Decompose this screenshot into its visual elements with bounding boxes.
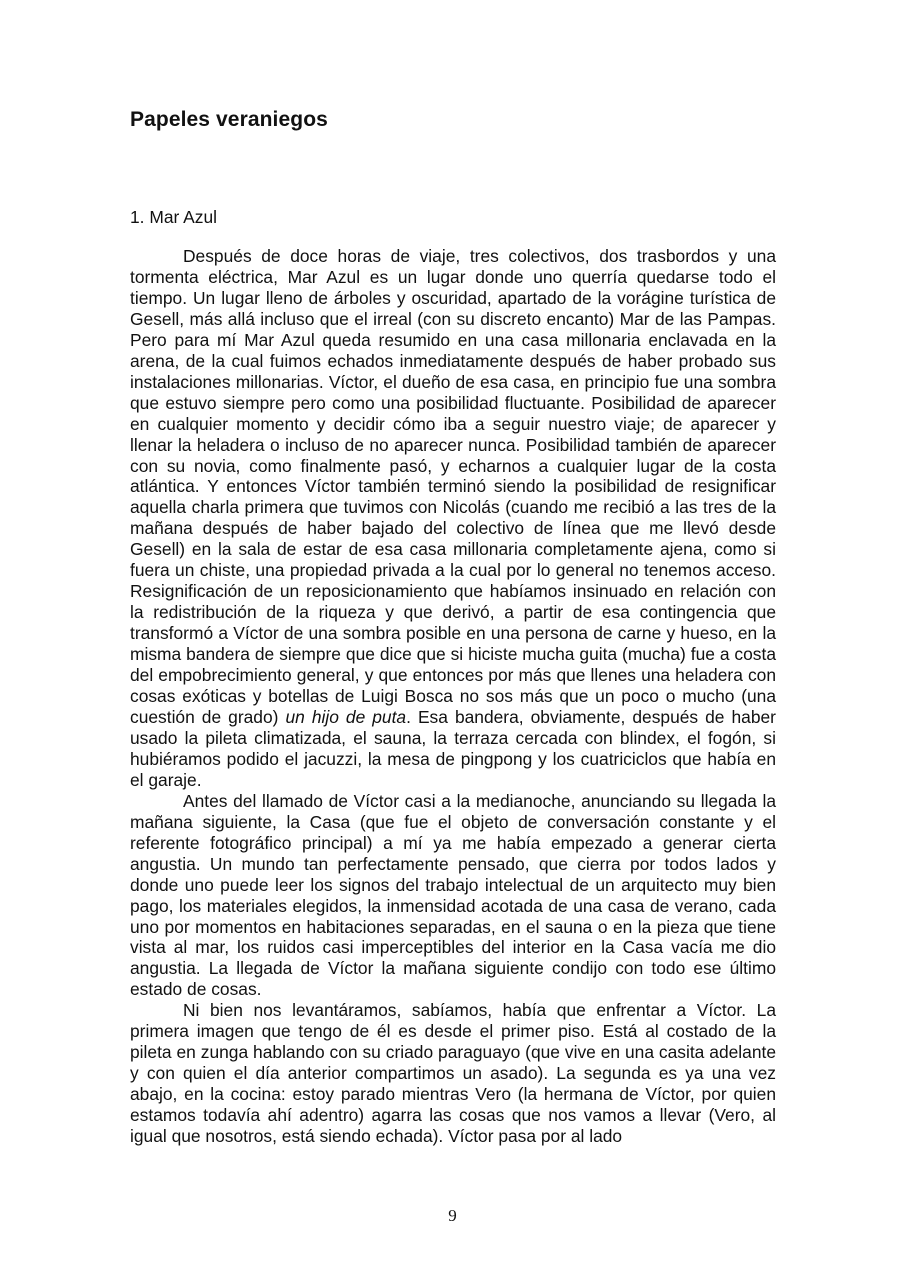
paragraph-1-text: Después de doce horas de viaje, tres colectivos, dos trasbordos y una tormenta eléctrica, Mar Azul es un lugar donde uno querría quedarse todo el tiempo. Un lugar lleno de árboles y oscuridad, apartado de la vorágine turística de Gesell, más allá incluso que el irreal (con su discreto encanto) Mar de las Pampas. Pero para mí Mar Azul queda resumido en una casa millonaria enclavada en la arena, de la cual fuimos echados inmediatamente después de haber probado sus instalaciones millonarias. Víctor, el dueño de esa casa, en principio fue una sombra que estuvo siempre pero como una posibilidad fluctuante. Posibilidad de aparecer en cualquier momento y decidir cómo iba a seguir nuestro viaje; de aparecer y llenar la heladera o incluso de no aparecer nunca. Posibilidad también de aparecer con su novia, como finalmente pasó, y echarnos a cualquier lugar de la costa atlántica. Y entonces Víctor también terminó siendo la posibilidad de resignificar aquella charla primera que tuvimos con Nicolás (cuando me recibió a las tres de la mañana después de haber bajado del colectivo de línea que me llevó desde Gesell) en la sala de estar de esa casa millonaria completamente ajena, como si fuera un chiste, una propiedad privada a la cual por lo general no tenemos acceso. Resignificación de un reposicionamiento que habíamos insinuado en relación con la redistribución de la riqueza y que derivó, a partir de esa contingencia que transformó a Víctor de una sombra posible en una persona de carne y hueso, en la misma bandera de siempre que dice que si hiciste mucha guita (mucha) fue a costa del empobrecimiento general, y que entonces por más que llenes una heladera con cosas exóticas y botellas de Luigi Bosca no sos más que un poco o mucho (una cuestión de grado): [130, 246, 776, 727]
paragraph-3: Ni bien nos levantáramos, sabíamos, había que enfrentar a Víctor. La primera imagen que tengo de él es desde el primer piso. Está al costado de la pileta en zunga hablando con su criado paraguayo (que vive en una casita adelante y con quien el día anterior compartimos un asado). La segunda es ya una vez abajo, en la cocina: estoy parado mientras Vero (la hermana de Víctor, por quien estamos todavía ahí adentro) agarra las cosas que nos vamos a llevar (Vero, al igual que nosotros, está siendo echada). Víctor pasa por al lado: [130, 1000, 776, 1147]
body-text: [130, 246, 776, 1147]
paragraph-1-continuation: . Esa bandera, obviamente, después de haber usado la pileta climatizada, el sauna, la terraza cercada con blindex, el fogón, si hubiéramos podido el jacuzzi, la mesa de pingpong y los cuatriciclos que había en el garaje.: [130, 706, 776, 790]
paragraph-2: Antes del llamado de Víctor casi a la medianoche, anunciando su llegada la mañana siguiente, la Casa (que fue el objeto de conversación constante y el referente fotográfico principal) a mí ya me había empezado a generar cierta angustia. Un mundo tan perfectamente pensado, que cierra por todos lados y donde uno puede leer los signos del trabajo intelectual de un arquitecto muy bien pago, los materiales elegidos, la inmensidad acotada de una casa de verano, cada uno por momentos en habitaciones separadas, en el sauna o en la pieza que tiene vista al mar, los ruidos casi imperceptibles del interior en la Casa vacía me dio angustia. La llegada de Víctor la mañana siguiente condijo con todo ese último estado de cosas.: [130, 790, 776, 1000]
paragraph-1: [130, 246, 776, 791]
emphasized-phrase: un hijo de puta: [285, 706, 407, 727]
page-number: 9: [448, 1206, 457, 1225]
section-heading: 1. Mar Azul: [130, 207, 217, 227]
page-title: Papeles veraniegos: [130, 108, 328, 131]
